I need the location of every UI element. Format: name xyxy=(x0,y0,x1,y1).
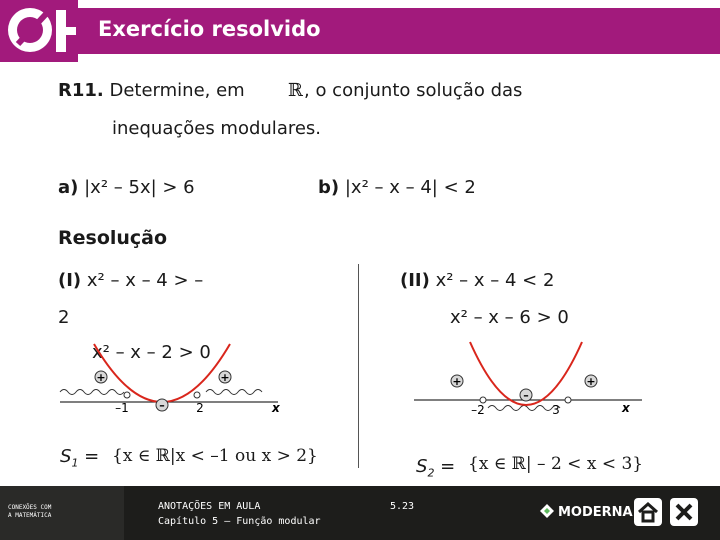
left-solution-sub: 1 xyxy=(71,456,79,470)
column-divider xyxy=(358,264,359,468)
right-graph xyxy=(410,338,650,428)
left-solution-s: S xyxy=(60,446,72,467)
problem-id: R11. xyxy=(58,80,104,101)
right-root1-label: –2 xyxy=(471,403,485,417)
right-wave-mid xyxy=(488,406,560,411)
footer-page-number: 5.23 xyxy=(390,501,415,512)
left-line1 xyxy=(58,270,203,291)
home-icon xyxy=(634,498,662,526)
resolution-title: Resolução xyxy=(58,227,168,249)
right-solution-s: S xyxy=(416,456,428,477)
right-sign-right: + xyxy=(586,375,596,388)
footer-side-line2: A MATEMÁTICA xyxy=(8,512,52,519)
item-b-label: b) xyxy=(318,177,340,198)
close-button[interactable] xyxy=(670,498,698,526)
right-sign-left: + xyxy=(452,375,462,388)
left-line3: x² – x – 2 > 0 xyxy=(92,342,211,363)
left-solution-set: {x ∈ ℝ|x < –1 ou x > 2} xyxy=(112,446,318,466)
problem-statement xyxy=(58,80,245,101)
problem-line2: inequações modulares. xyxy=(112,118,322,139)
problem-text-before: Determine, em xyxy=(109,80,245,101)
moderna-logo-icon xyxy=(538,502,556,524)
left-wave-right xyxy=(206,390,262,395)
right-axis-label: x xyxy=(622,401,630,415)
page-title: Exercício resolvido xyxy=(98,17,321,41)
item-b-expr: |x² – x – 4| < 2 xyxy=(344,177,476,198)
item-b xyxy=(318,177,476,198)
footer-chapter: Capítulo 5 – Função modular xyxy=(158,516,321,527)
footer-brand: MODERNA xyxy=(558,505,633,520)
set-symbol: ℝ xyxy=(288,80,303,101)
item-a-label: a) xyxy=(58,177,79,198)
left-axis-label: x xyxy=(272,401,280,415)
footer-notes-title: ANOTAÇÕES EM AULA xyxy=(158,501,261,512)
home-button[interactable] xyxy=(634,498,662,526)
left-root1-point xyxy=(124,392,130,398)
left-parabola xyxy=(94,344,230,402)
left-graph xyxy=(56,340,286,430)
left-label: (I) xyxy=(58,270,82,291)
left-line2: 2 xyxy=(58,307,70,328)
left-root1-label: –1 xyxy=(115,401,129,415)
left-root2-point xyxy=(194,392,200,398)
right-solution-set: {x ∈ ℝ| – 2 < x < 3} xyxy=(468,454,644,474)
close-icon xyxy=(670,498,698,526)
left-sign-mid: – xyxy=(159,399,165,412)
problem-text-after: , o conjunto solução das xyxy=(304,80,523,101)
right-sign-mid: – xyxy=(523,389,529,402)
right-root2-point xyxy=(565,397,571,403)
header xyxy=(0,0,720,62)
footer xyxy=(0,486,720,540)
right-line2: x² – x – 6 > 0 xyxy=(450,307,569,328)
footer-side-line1: CONEXÕES COM xyxy=(8,504,52,511)
left-wave-left xyxy=(60,390,124,395)
right-root2-label: 3 xyxy=(552,403,560,417)
left-sign-right: + xyxy=(220,371,230,384)
right-line1 xyxy=(400,270,554,291)
left-expr: x² – x – 4 > – xyxy=(86,270,204,291)
logo-icon xyxy=(0,0,78,62)
left-root2-label: 2 xyxy=(196,401,204,415)
right-solution-label: $S_2$ = xyxy=(416,456,456,480)
right-label: (II) xyxy=(400,270,430,291)
item-a-expr: |x² – 5x| > 6 xyxy=(84,177,195,198)
left-solution-label: $S_1$ = xyxy=(60,446,100,470)
left-sign-left: + xyxy=(96,371,106,384)
right-solution-sub: 2 xyxy=(427,466,435,480)
item-a xyxy=(58,177,195,198)
right-expr: x² – x – 4 < 2 xyxy=(435,270,555,291)
